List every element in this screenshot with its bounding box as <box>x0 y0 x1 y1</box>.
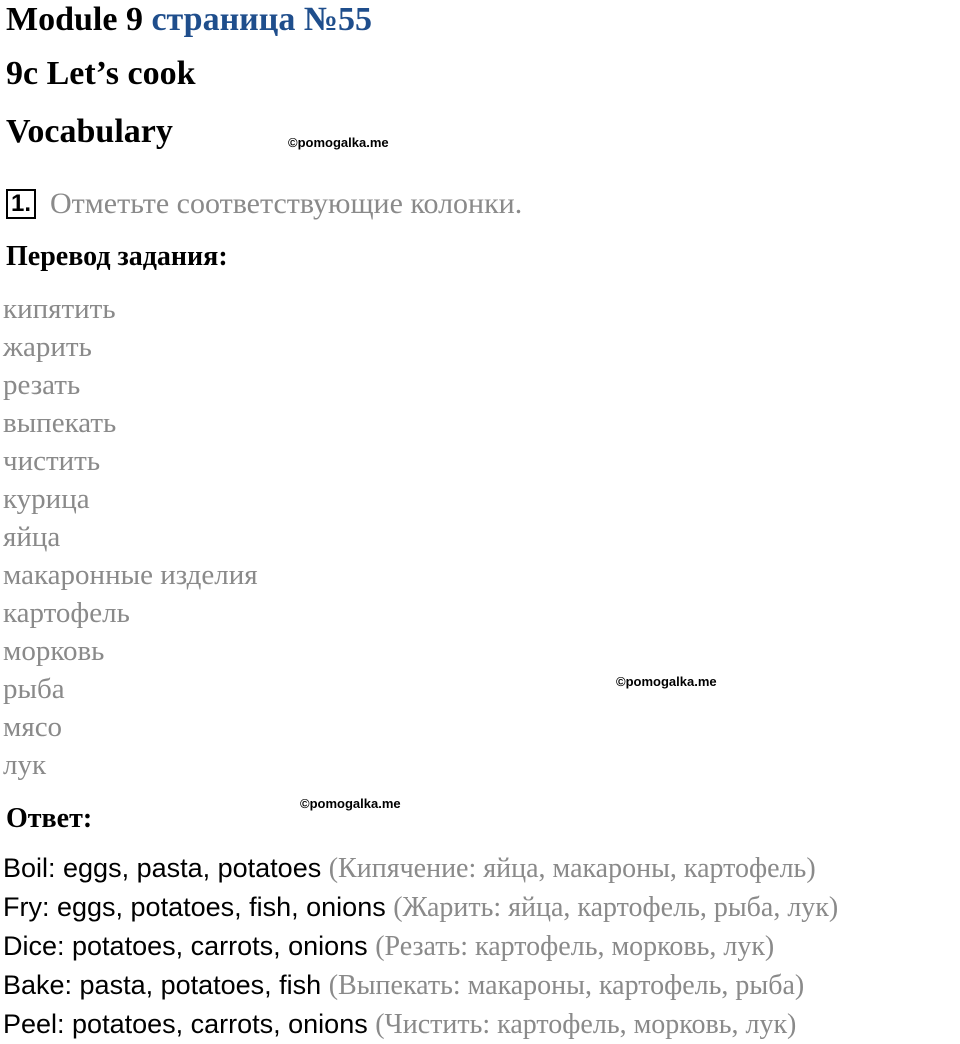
answer-english: Boil: eggs, pasta, potatoes <box>3 853 322 883</box>
task-number: 1. <box>6 189 36 219</box>
answer-english: Dice: potatoes, carrots, onions <box>3 931 368 961</box>
vocabulary-item: лук <box>3 749 47 781</box>
vocabulary-item: чистить <box>3 445 101 477</box>
lesson-title: 9c Let’s cook <box>6 55 196 92</box>
vocabulary-item: жарить <box>3 331 92 363</box>
translation-heading: Перевод задания: <box>6 241 228 272</box>
vocabulary-item: рыба <box>3 673 65 705</box>
watermark: ©pomogalka.me <box>288 135 389 150</box>
answer-translation: (Чистить: картофель, морковь, лук) <box>375 1009 797 1040</box>
vocabulary-item: выпекать <box>3 407 117 439</box>
answer-line <box>3 966 838 1005</box>
answer-translation: (Жарить: яйца, картофель, рыба, лук) <box>393 892 839 923</box>
module-label: Module 9 <box>6 1 143 38</box>
page-reference: страница №55 <box>151 1 373 38</box>
answer-list <box>3 849 838 1044</box>
vocabulary-item: курица <box>3 483 90 515</box>
answer-english: Peel: potatoes, carrots, onions <box>3 1009 368 1039</box>
vocabulary-list <box>3 290 258 784</box>
vocabulary-item: яйца <box>3 521 61 553</box>
answer-line <box>3 1005 838 1044</box>
vocabulary-item: морковь <box>3 635 105 667</box>
watermark: ©pomogalka.me <box>300 796 401 811</box>
task-instruction: Отметьте соответствующие колонки. <box>50 187 523 220</box>
section-title: Vocabulary <box>6 113 173 150</box>
answer-english: Bake: pasta, potatoes, fish <box>3 970 322 1000</box>
answer-line <box>3 927 838 966</box>
answer-heading: Ответ: <box>6 803 93 834</box>
answer-translation: (Резать: картофель, морковь, лук) <box>375 931 775 962</box>
answer-translation: (Выпекать: макароны, картофель, рыба) <box>328 970 805 1001</box>
module-title <box>6 0 372 40</box>
vocabulary-item: картофель <box>3 597 130 629</box>
answer-english: Fry: eggs, potatoes, fish, onions <box>3 892 386 922</box>
answer-translation: (Кипячение: яйца, макароны, картофель) <box>328 853 816 884</box>
vocabulary-item: макаронные изделия <box>3 559 258 591</box>
vocabulary-item: мясо <box>3 711 63 743</box>
answer-line <box>3 888 838 927</box>
watermark: ©pomogalka.me <box>616 674 717 689</box>
answer-line <box>3 849 838 888</box>
task-row <box>6 184 522 224</box>
vocabulary-item: резать <box>3 369 81 401</box>
vocabulary-item: кипятить <box>3 293 116 325</box>
